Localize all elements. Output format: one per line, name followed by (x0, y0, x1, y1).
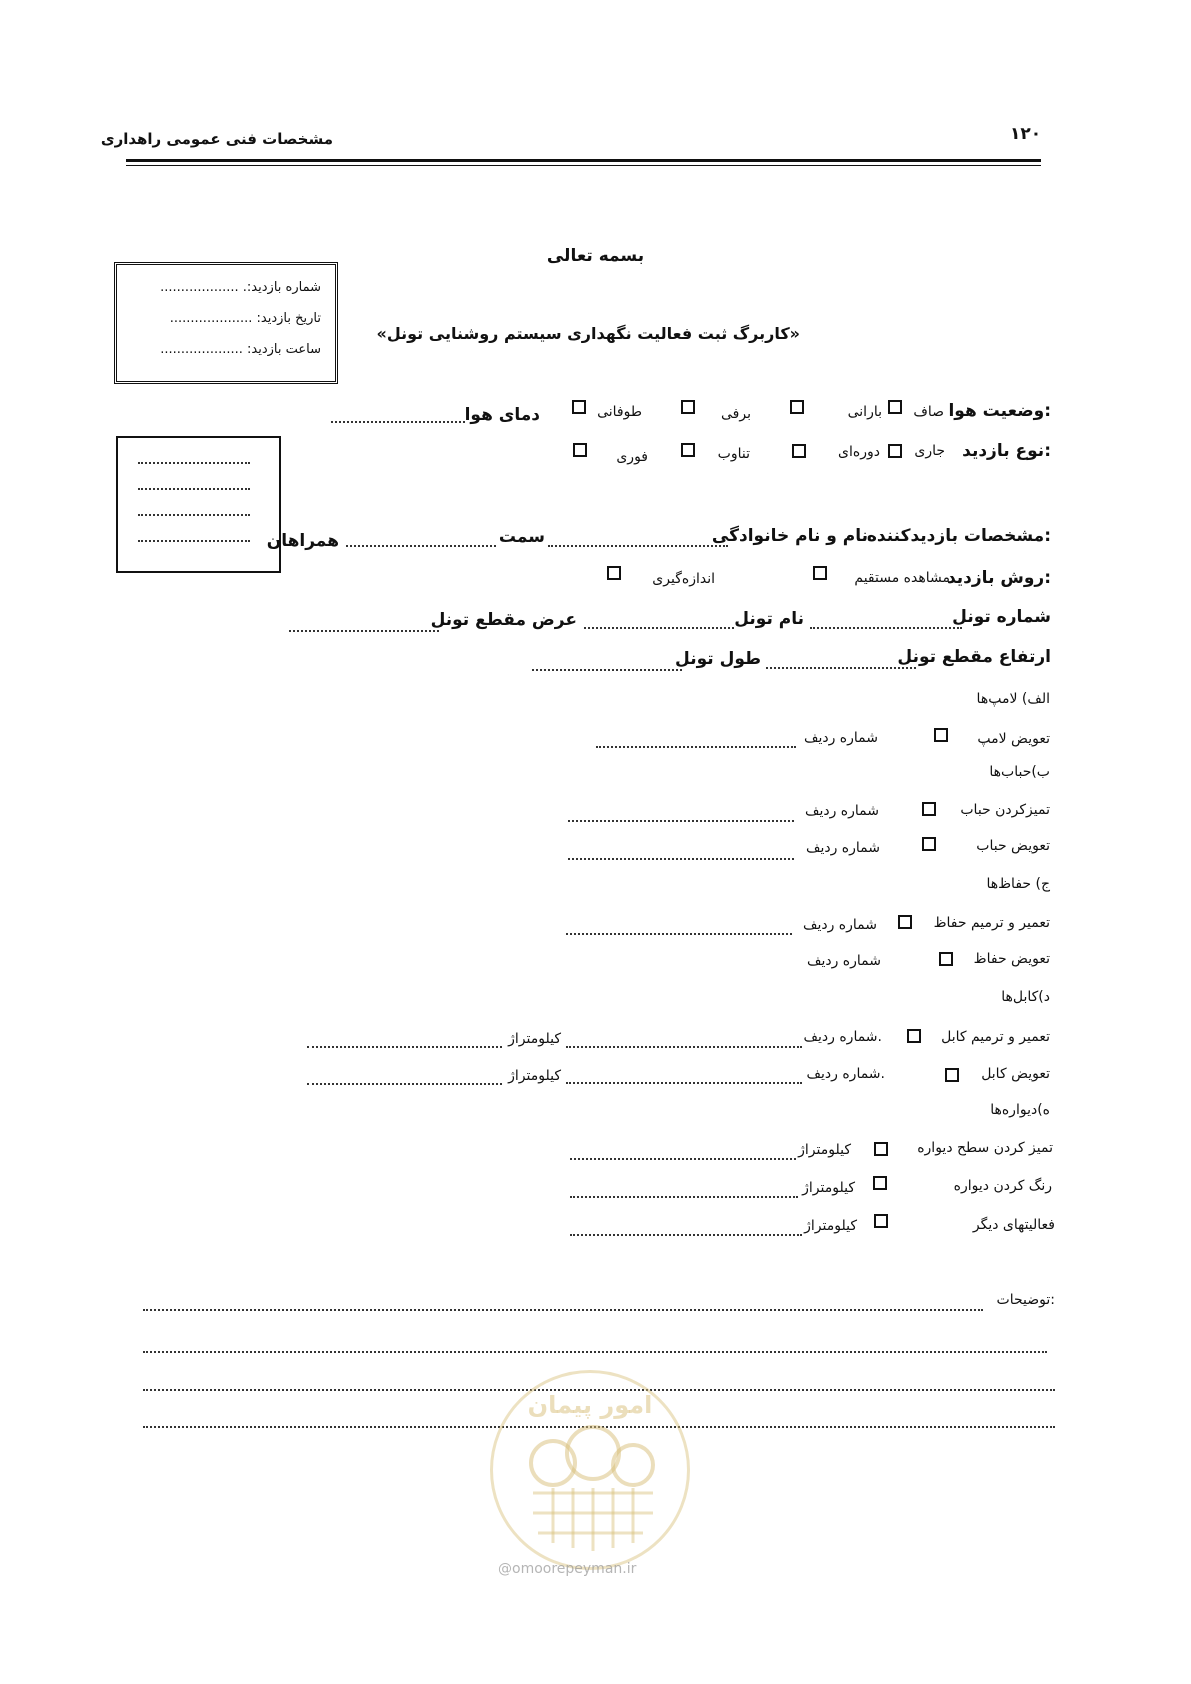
other-activities-checkbox[interactable] (874, 1214, 888, 1228)
header-rule-thin (126, 165, 1041, 166)
tunnel-name-label: نام تونل (734, 609, 804, 629)
side-dotted-box (116, 436, 281, 573)
visit-number-label: شماره بازدید:. (242, 280, 321, 295)
tunnel-height-label: ارتفاع مقطع تونل (897, 647, 1051, 667)
replace-bubble-row-field[interactable] (568, 856, 794, 860)
section-lamps-title: الف) لامپ‌ها (976, 691, 1050, 707)
repair-guard-checkbox[interactable] (898, 915, 912, 929)
repair-cable-km-label: کیلومتراژ (508, 1031, 561, 1047)
visit-type-urgent-checkbox[interactable] (573, 443, 587, 457)
weather-snowy-checkbox[interactable] (681, 400, 695, 414)
notes-label: توضیحات: (996, 1292, 1055, 1308)
dotted-line[interactable] (138, 512, 250, 516)
repair-cable-row-field[interactable] (566, 1044, 802, 1048)
section-cables-title: د)کابل‌ها (1001, 989, 1050, 1005)
weather-option-stormy: طوفانی (597, 404, 642, 420)
other-activities-label: فعالیتهای دیگر (972, 1217, 1055, 1233)
notes-line-2[interactable] (143, 1349, 1047, 1353)
visit-type-periodic: دوره‌ای (838, 444, 880, 460)
replace-cable-row-label: شماره ردیف. (806, 1066, 885, 1082)
section-bubbles-title: ب)حباب‌ها (989, 764, 1050, 780)
weather-option-snowy: برفی (721, 406, 751, 422)
watermark-text: امور پیمان (527, 1391, 653, 1419)
other-activities-km-label: کیلومتراژ (804, 1218, 857, 1234)
repair-guard-row-label: شماره ردیف (802, 917, 877, 933)
repair-cable-label: تعمیر و ترمیم کابل (941, 1029, 1050, 1045)
replace-guard-label: تعویض حفاظ (973, 951, 1050, 967)
dotted-line[interactable] (138, 486, 250, 490)
tunnel-width-label: عرض مقطع تونل (430, 610, 577, 630)
inspector-position-field[interactable] (346, 543, 496, 547)
paint-wall-checkbox[interactable] (873, 1176, 887, 1190)
weather-stormy-checkbox[interactable] (572, 400, 586, 414)
repair-cable-checkbox[interactable] (907, 1029, 921, 1043)
visit-type-current-checkbox[interactable] (888, 444, 902, 458)
replace-bubble-label: تعویض حباب (976, 838, 1050, 854)
visit-type-periodic-checkbox[interactable] (792, 444, 806, 458)
form-title: «کاربرگ ثبت فعالیت نگهداری سیستم روشنایی تونل» (376, 324, 800, 343)
replace-cable-row-field[interactable] (566, 1080, 802, 1084)
visit-type-urgent: فوری (616, 449, 648, 465)
repair-cable-row-label: شماره ردیف. (803, 1029, 882, 1045)
clean-bubble-row-label: شماره ردیف (804, 803, 879, 819)
replace-cable-km-field[interactable] (307, 1081, 502, 1085)
watermark-url: @omoorepeyman.ir (498, 1561, 637, 1577)
replace-lamp-checkbox[interactable] (934, 728, 948, 742)
weather-label: وضعیت هوا: (948, 401, 1051, 421)
method-measurement: اندازه‌گیری (652, 571, 715, 587)
visit-date-label: تاریخ بازدید: (256, 311, 321, 326)
clean-wall-checkbox[interactable] (874, 1142, 888, 1156)
page-number: ۱۲۰ (1010, 124, 1042, 144)
tunnel-number-label: شماره تونل (952, 607, 1051, 627)
tunnel-width-field[interactable] (289, 628, 439, 632)
weather-rainy-checkbox[interactable] (790, 400, 804, 414)
tunnel-length-field[interactable] (532, 667, 682, 671)
tunnel-height-field[interactable] (766, 665, 916, 669)
visit-type-recurring: تناوب (717, 446, 750, 462)
inspector-name-field[interactable] (548, 543, 728, 547)
repair-guard-label: تعمیر و ترمیم حفاظ (933, 915, 1050, 931)
repair-guard-row-field[interactable] (566, 931, 792, 935)
companions-label: همراهان (266, 531, 339, 551)
visit-type-current: جاری (914, 443, 945, 459)
clean-bubble-label: تمیزکردن حباب (960, 802, 1050, 818)
method-direct: مشاهده مستقیم (854, 570, 950, 586)
inspector-position-label: سمت (498, 527, 545, 547)
visit-type-label: نوع بازدید: (962, 441, 1051, 461)
visit-info-box (114, 262, 338, 384)
clean-wall-km-label: کیلومتراژ (798, 1142, 851, 1158)
weather-option-rainy: بارانی (847, 404, 882, 420)
temperature-field[interactable] (331, 419, 465, 423)
temperature-label: دمای هوا (464, 405, 540, 425)
inspector-name-label: نام و نام خانوادگی (711, 526, 868, 546)
replace-guard-row-label: شماره ردیف (806, 953, 881, 969)
visit-type-recurring-checkbox[interactable] (681, 443, 695, 457)
clean-wall-label: تمیز کردن سطح دیواره (917, 1140, 1053, 1156)
watermark-seal-icon (493, 1373, 687, 1567)
clean-bubble-checkbox[interactable] (922, 802, 936, 816)
weather-option-clear: صاف (913, 404, 944, 420)
method-label: روش بازدید: (946, 568, 1051, 588)
dotted-line[interactable] (138, 538, 250, 542)
method-direct-checkbox[interactable] (813, 566, 827, 580)
visit-time-label: ساعت بازدید: (247, 342, 321, 357)
replace-cable-checkbox[interactable] (945, 1068, 959, 1082)
dotted-line[interactable] (138, 460, 250, 464)
tunnel-length-label: طول تونل (675, 649, 761, 669)
repair-cable-km-field[interactable] (307, 1044, 502, 1048)
watermark-seal (490, 1370, 690, 1570)
paint-wall-label: رنگ کردن دیواره (953, 1178, 1052, 1194)
replace-lamp-row-label: شماره ردیف (803, 730, 878, 746)
tunnel-number-field[interactable] (810, 625, 962, 629)
visit-date-field[interactable]: تاریخ بازدید: .................... (169, 311, 321, 326)
visit-time-field[interactable]: ساعت بازدید: .................... (160, 342, 321, 357)
replace-cable-label: تعویض کابل (981, 1066, 1050, 1082)
notes-line-1[interactable] (143, 1307, 983, 1311)
bismillah: بسمه تعالی (546, 246, 645, 266)
clean-bubble-row-field[interactable] (568, 818, 794, 822)
section-guards-title: ج) حفاظ‌ها (986, 876, 1050, 892)
inspector-label: مشخصات بازدیدکننده: (866, 526, 1051, 546)
replace-bubble-checkbox[interactable] (922, 837, 936, 851)
replace-lamp-row-field[interactable] (596, 744, 796, 748)
method-measurement-checkbox[interactable] (607, 566, 621, 580)
header-rule (126, 159, 1041, 162)
replace-cable-km-label: کیلومتراژ (508, 1068, 561, 1084)
clean-wall-km-field[interactable] (570, 1156, 796, 1160)
replace-lamp-label: تعویض لامپ (977, 731, 1050, 747)
weather-clear-checkbox[interactable] (888, 400, 902, 414)
other-activities-km-field[interactable] (570, 1232, 802, 1236)
header-title: مشخصات فنی عمومی راهداری (100, 130, 333, 148)
replace-guard-checkbox[interactable] (939, 952, 953, 966)
replace-bubble-row-label: شماره ردیف (805, 840, 880, 856)
section-walls-title: ه)دیواره‌ها (990, 1102, 1050, 1118)
paint-wall-km-label: کیلومتراژ (802, 1180, 855, 1196)
tunnel-name-field[interactable] (584, 625, 734, 629)
visit-number-field[interactable]: شماره بازدید:. ................... (160, 280, 321, 295)
paint-wall-km-field[interactable] (570, 1194, 798, 1198)
